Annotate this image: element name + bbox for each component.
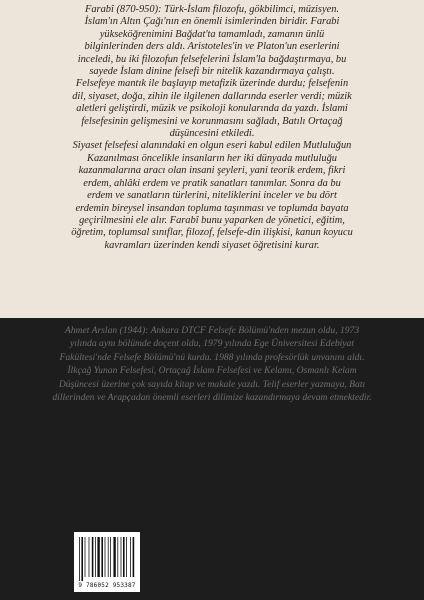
barcode-bar (108, 537, 109, 577)
translator-bio: Ahmet Arslan (1944): Ankara DTCF Felsefe Bölümü'nden mezun oldu, 1973 yılında aynı bölümde doçent oldu, 1979 yılında Ege Üniversitesi Edebiyat Fakültesi'nde Felsefe Bölümü'nü kurdu. 1988 yılında profesörlük unvanını aldı. İlkçağ Yunan Felsefesi, Ortaçağ İslam Felsefesi ve Kelamı, Osmanlı Kelam Düşüncesi üzerine çok sayıda kitap ve makale yazdı. Telif eserler yazmaya, Batı dillerinden ve Arapçadan önemli eserleri dilimize kazandırmaya devam etmektedir. (52, 325, 372, 404)
barcode (74, 532, 140, 592)
isbn-number: 9 786052 953387 (78, 582, 136, 589)
author-description: Farabî (870-950): Türk-İslam filozofu, gökbilimci, müzisyen. İslam'ın Altın Çağı'nın en önemli isimlerinden biridir. Farabi yükseköğrenimini Bağdat'ta tamamladı, zamanın ünlü bilginlerinden ders aldı. Aristoteles'in ve Platon'un eserlerini inceledi, bu iki filozofun felsefelerini İslam'la bağdaştırmaya, bu sayede İslam dinine felsefi bir nitelik kazandırmaya çalıştı. Felsefeye mantık ile başlayıp metafizik üzerinde durdu; felsefenin dil, siyaset, doğa, zihin ile ilgilenen dallarında eserler verdi; müzik aletleri geliştirdi, müzik ve psikoloji konularında da yazdı. İslami felsefesinin gelişmesini ve korunmasını sağladı, Batılı Ortaçağ düşüncesini etkiledi. (72, 4, 352, 140)
book-description: Siyaset felsefesi alanındaki en olgun eseri kabul edilen Mutluluğun Kazanılması öncelikle insanların her iki dünyada mutluluğu kazanmalarına aracı olan insani şeyleri, yani teorik erdem, fikri erdem, ahlâki erdem ve pratik sanatları tanımlar. Sonra da bu erdem ve sanatların türlerini, niteliklerini inceler ve bu dört erdemin bireysel insandan topluma taşınması ve toplumda bayata geçirilmesini ele alır. Farabî bunu yaparken de yönetici, eğitim, öğretim, toplumsal sınıflar, filozof, felsefe-din ilişkisi, kanun koyucu kavramları üzerinden kendi siyaset öğretisini kurar. (71, 140, 353, 251)
barcode-bar (105, 537, 106, 577)
barcode-bar (117, 537, 118, 577)
barcode-bar (113, 537, 115, 577)
barcode-bar (92, 537, 94, 577)
barcode-bar (130, 537, 131, 577)
barcode-bar (81, 537, 83, 581)
barcode-bar (123, 537, 125, 577)
barcode-bar (95, 537, 96, 577)
barcode-bars (79, 537, 135, 581)
barcode-bar (89, 537, 90, 577)
barcode-bar (85, 537, 86, 577)
blurb-text (70, 4, 354, 252)
barcode-bar (97, 537, 99, 577)
barcode-bar (126, 537, 127, 577)
barcode-bar (110, 537, 111, 577)
barcode-bar (121, 537, 122, 577)
barcode-bar (101, 537, 103, 577)
barcode-bar (79, 537, 80, 581)
barcode-bar (133, 537, 135, 577)
